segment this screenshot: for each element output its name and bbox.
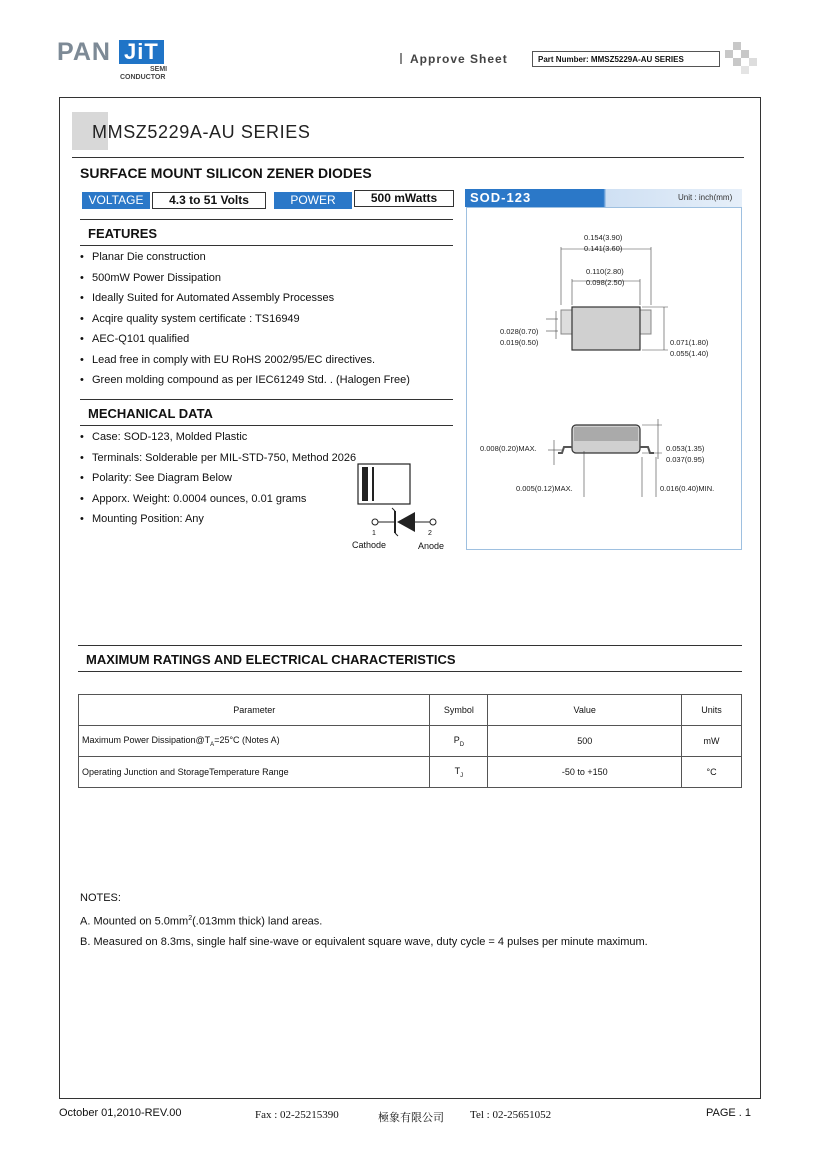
top-lead-left-icon [561, 310, 573, 334]
dim-d6b: 0.037(0.95) [666, 455, 705, 464]
mechanical-item: • Case: SOD-123, Molded Plastic [80, 427, 356, 448]
cathode-terminal-icon [372, 519, 378, 525]
logo-jit-text: JiT [119, 40, 164, 64]
unit-cell: mW [682, 726, 742, 757]
dim-d2b: 0.098(2.50) [586, 278, 625, 287]
features-heading: FEATURES [88, 226, 158, 241]
checker-decoration [725, 42, 761, 76]
power-label: POWER [274, 192, 352, 209]
param-cell: Maximum Power $Dissipation@T_A=25^\circ C$ (Notes A) [79, 726, 430, 757]
footer-tel: Tel : 02-25651052 [470, 1109, 552, 1121]
anode-label: Anode [418, 541, 445, 551]
logo-pan-text: PAN [57, 38, 111, 66]
side-lead-right-icon [640, 447, 654, 453]
dim-d3b: 0.019(0.50) [500, 338, 539, 347]
power-value: 500 mWatts [354, 190, 454, 207]
logo-conductor-text: CONDUCTOR [120, 74, 166, 81]
notes-heading: NOTES: [80, 892, 121, 904]
footer-fax: Fax : 02-25215390 [255, 1109, 339, 1121]
value-cell: -50 to +150 [488, 757, 682, 788]
panjit-logo [57, 38, 187, 88]
symbol-cell: $T_J$ [430, 757, 488, 788]
table-row [79, 757, 742, 788]
approve-sheet-label: Approve Sheet [400, 52, 508, 66]
top-body-icon [572, 307, 640, 350]
ratings-top-line [78, 645, 742, 646]
unit-label: Unit : inch(mm) [678, 193, 733, 202]
sod-dimension-drawing [466, 207, 742, 550]
mechanical-top-line [80, 399, 453, 400]
feature-item: • 500mW Power Dissipation [80, 268, 410, 289]
note-b: B. Measured on 8.3ms, single half sine-wave or equivalent square wave, duty cycle = 4 pulses per minute maximum. [80, 935, 648, 948]
col-value: Value [488, 695, 682, 726]
note-a: A. Mounted on $5.0mm^2(.013mm$ thick) land areas. [80, 914, 323, 928]
symbol-cell: $P_D$ [430, 726, 488, 757]
features-bottom-line [80, 245, 453, 246]
voltage-value: 4.3 to 51 Volts [152, 192, 266, 209]
footer-company: 極象有限公司 [378, 1112, 444, 1124]
pin2-label: 2 [428, 530, 432, 537]
subtitle: SURFACE MOUNT SILICON ZENER DIODES [80, 165, 372, 181]
dim-d1a: 0.154(3.90) [584, 233, 623, 242]
features-list [80, 247, 410, 391]
cathode-band-icon [362, 467, 368, 501]
pin1-label: 1 [372, 530, 376, 537]
value-cell: 500 [488, 726, 682, 757]
mechanical-heading: MECHANICAL DATA [88, 406, 213, 421]
dim-d2a: 0.110(2.80) [586, 267, 624, 276]
logo-semi-text: SEMI [150, 66, 168, 73]
mechanical-item: • Polarity: See Diagram Below [80, 468, 356, 489]
col-symbol: Symbol [430, 695, 488, 726]
col-parameter: Parameter [79, 695, 430, 726]
dim-d6a: 0.053(1.35) [666, 444, 705, 453]
part-number-box: Part Number: MMSZ5229A-AU SERIES [532, 51, 720, 67]
mechanical-list [80, 427, 356, 530]
dim-d3a: 0.028(0.70) [500, 327, 539, 336]
page-title: MMSZ5229A-AU SERIES [92, 122, 311, 142]
col-units: Units [682, 695, 742, 726]
diode-symbol-icon [397, 512, 415, 532]
cathode-label: Cathode [352, 540, 387, 550]
ratings-heading: MAXIMUM RATINGS AND ELECTRICAL CHARACTERISTICS [86, 652, 456, 667]
unit-cell: °C [682, 757, 742, 788]
dim-d8: 0.016(0.40)MIN. [660, 484, 715, 493]
feature-item: • Acqire quality system certificate : TS16949 [80, 309, 410, 330]
features-top-line [80, 219, 453, 220]
feature-item: • Ideally Suited for Automated Assembly Processes [80, 288, 410, 309]
footer-date: October 01,2010-REV.00 [59, 1107, 182, 1119]
mechanical-bottom-line [80, 425, 453, 426]
feature-item: • Lead free in comply with EU RoHS 2002/95/EC directives. [80, 350, 410, 371]
feature-item: • AEC-Q101 qualified [80, 329, 410, 350]
feature-item: • Planar Die construction [80, 247, 410, 268]
dim-d7: 0.005(0.12)MAX. [516, 484, 573, 493]
mechanical-item: • Terminals: Solderable per MIL-STD-750, Method 2026 [80, 448, 356, 469]
dim-d1b: 0.141(3.60) [584, 244, 623, 253]
param-cell: Operating Junction and StorageTemperature Range [79, 757, 430, 788]
dim-d5: 0.008(0.20)MAX. [480, 444, 537, 453]
table-row [79, 726, 742, 757]
mechanical-item: • Mounting Position: Any [80, 509, 356, 530]
mechanical-item: • Apporx. Weight: 0.0004 ounces, 0.01 grams [80, 489, 356, 510]
voltage-label: VOLTAGE [82, 192, 150, 209]
feature-item: • Green molding compound as per IEC61249 Std. . (Halogen Free) [80, 370, 410, 391]
sod-title: SOD-123 [470, 190, 532, 205]
dim-d4b: 0.055(1.40) [670, 349, 709, 358]
footer-page: PAGE . 1 [706, 1107, 752, 1119]
top-lead-right-icon [639, 310, 651, 334]
notes-section [80, 888, 648, 952]
ratings-bottom-line [78, 671, 742, 672]
dim-d4a: 0.071(1.80) [670, 338, 709, 347]
anode-terminal-icon [430, 519, 436, 525]
ratings-table [78, 694, 742, 788]
title-divider [72, 157, 744, 158]
table-header-row [79, 695, 742, 726]
